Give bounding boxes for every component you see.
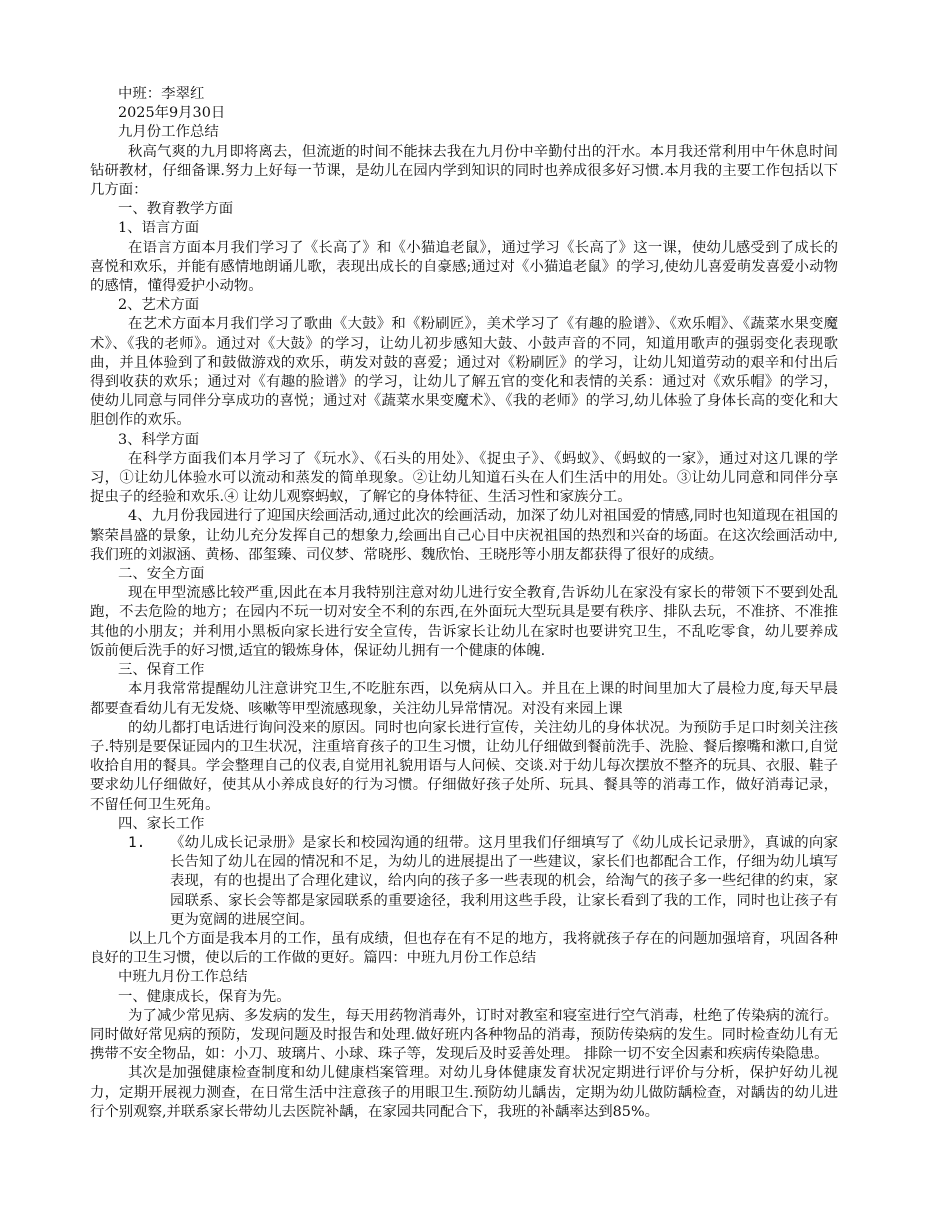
section-2-heading: 二、安全方面 — [118, 566, 205, 583]
activity-paragraph: 4、九月份我园进行了迎国庆绘画活动,通过此次的绘画活动，加深了幼儿对祖国爱的情感,同时也知道现在祖国的繁荣昌盛的景象，让幼儿充分发挥自己的想象力,绘画出自己心目中庆祝祖国的热烈和兴奋的场面。在这次绘画活动中,我们班的刘淑涵、黄杨、邵玺臻、司仪梦、常晓彤、魏欣怡、王晓彤等小朋友都获得了很好的成绩。 — [90, 508, 838, 563]
list-item-number: 1. — [128, 834, 146, 851]
list-item — [90, 834, 838, 930]
date-line: 2025年9月30日 — [118, 105, 226, 122]
section-3-heading: 三、保育工作 — [118, 662, 205, 679]
art-heading: 2、艺术方面 — [118, 297, 200, 314]
part-2-heading: 一、健康成长，保育为先。 — [118, 988, 291, 1005]
list-item-text: 《幼儿成长记录册》是家长和校园沟通的纽带。这月里我们仔细填写了《幼儿成长记录册》，真诚的向家长告知了幼儿在园的情况和不足，为幼儿的进展提出了一些建议，家长们也都配合工作，仔细为幼儿填写表现，有的也提出了合理化建议，给内向的孩子多一些表现的机会，给淘气的孩子多一些纪律的约束，家园联系、家长会等都是家园联系的重要途径，我利用这些手段，让家长看到了我的工作，同时也让孩子有更为宽阔的进展空间。 — [170, 834, 838, 928]
language-paragraph: 在语言方面本月我们学习了《长高了》和《小猫追老鼠》，通过学习《长高了》这一课，使幼儿感受到了成长的喜悦和欢乐，并能有感情地朗诵儿歌，表现出成长的自豪感;通过对《小猫追老鼠》的学习,使幼儿喜爱萌发喜爱小动物的感情，懂得爱护小动物。 — [90, 239, 838, 295]
section-1-heading: 一、教育教学方面 — [118, 201, 234, 218]
intro-paragraph: 秋高气爽的九月即将离去，但流逝的时间不能抹去我在九月份中辛勤付出的汗水。本月我还常利用中午休息时间钻研教材，仔细备课.努力上好每一节课，是幼儿在园内学到知识的同时也养成很多好习惯.本月我的主要工作包括以下几方面： — [90, 143, 838, 199]
care-paragraph-1: 本月我常常提醒幼儿注意讲究卫生,不吃脏东西，以免病从口入。并且在上课的时间里加大了晨检力度,每天早晨都要查看幼儿有无发烧、咳嗽等甲型流感现象，关注幼儿异常情况。对没有来园上课 — [90, 681, 838, 717]
language-heading: 1、语言方面 — [118, 220, 200, 237]
closing-paragraph: 以上几个方面是我本月的工作，虽有成绩，但也存在有不足的地方，我将就孩子存在的问题加强培育，巩固各种良好的卫生习惯，使以后的工作做的更好。篇四：中班九月份工作总结 — [90, 930, 838, 967]
health-paragraph-2: 其次是加强健康检查制度和幼儿健康档案管理。对幼儿身体健康发育状况定期进行评价与分析，保护好幼儿视力，定期开展视力测查，在日常生活中注意孩子的用眼卫生.预防幼儿龋齿，定期为幼儿做防龋检查，对龋齿的幼儿进行个别观察,并联系家长带幼儿去医院补龋，在家园共同配合下，我班的补龋率达到85%。 — [90, 1065, 838, 1120]
class-teacher-line: 中班：李翠红 — [118, 86, 205, 102]
health-paragraph-1: 为了减少常见病、多发病的发生，每天用药物消毒外，订时对教室和寝室进行空气消毒，杜绝了传染病的流行。同时做好常见病的预防，发现问题及时报告和处理.做好班内各种物品的消毒，预防传染病的发生。同时检查幼儿有无携带不安全物品，如：小刀、玻璃片、小球、珠子等，发现后及时妥善处理。 排除一切不安全因素和疾病传染隐患。 — [90, 1007, 838, 1063]
science-paragraph: 在科学方面我们本月学习了《玩水》、《石头的用处》、《捉虫子》、《蚂蚁》、《蚂蚁的一家》，通过对这几课的学习，①让幼儿体验水可以流动和蒸发的简单现象。②让幼儿知道石头在人们生活中的用处。③让幼儿同意和同伴分享捉虫子的经验和欢乐.④ 让幼儿观察蚂蚁，了解它的身体特征、生活习性和家族分工。 — [90, 450, 838, 506]
safety-paragraph: 现在甲型流感比较严重,因此在本月我特别注意对幼儿进行安全教育,告诉幼儿在家没有家长的带领下不要到处乱跑，不去危险的地方；在园内不玩一切对安全不利的东西,在外面玩大型玩具是要有秩序、排队去玩，不准挤、不准推其他的小朋友；并利用小黑板向家长进行安全宣传，告诉家长让幼儿在家时也要讲究卫生，不乱吃零食，幼儿要养成饭前便后洗手的好习惯,适宜的锻炼身体，保证幼儿拥有一个健康的体魄. — [90, 585, 838, 659]
document-title: 九月份工作总结 — [118, 124, 219, 141]
part-2-title: 中班九月份工作总结 — [118, 969, 248, 986]
section-4-heading: 四、家长工作 — [118, 815, 205, 832]
care-paragraph-2: 的幼儿都打电话进行询问没来的原因。同时也向家长进行宣传，关注幼儿的身体状况。为预防手足口时刻关注孩子.特别是要保证园内的卫生状况，注重培育孩子的卫生习惯，让幼儿仔细做到餐前洗手、洗脸、餐后擦嘴和漱口,自觉收拾自用的餐具。学会整理自己的仪表,自觉用礼貌用语与人问候、交谈.对于幼儿每次摆放不整齐的玩具、衣服、鞋子要求幼儿仔细做好，使其从小养成良好的行为习惯。仔细做好孩子处所、玩具、餐具等的消毒工作，做好消毒记录，不留任何卫生死角。 — [90, 719, 838, 813]
science-heading: 3、科学方面 — [118, 431, 200, 448]
art-paragraph: 在艺术方面本月我们学习了歌曲《大鼓》和《粉刷匠》，美术学习了《有趣的脸谱》、《欢乐帽》、《蔬菜水果变魔术》、《我的老师》。通过对《大鼓》的学习，让幼儿初步感知大鼓、小鼓声音的不同，知道用歌声的强弱变化表现歌曲，并且体验到了和鼓做游戏的欢乐，萌发对鼓的喜爱；通过对《粉刷匠》的学习，让幼儿知道劳动的艰辛和付出后得到收获的欢乐；通过对《有趣的脸谱》的学习，让幼儿了解五官的变化和表情的关系：通过对《欢乐帽》的学习，使幼儿同意与同伴分享成功的喜悦；通过对《蔬菜水果变魔术》、《我的老师》的学习,幼儿体验了身体长高的变化和大胆创作的欢乐。 — [90, 316, 838, 429]
